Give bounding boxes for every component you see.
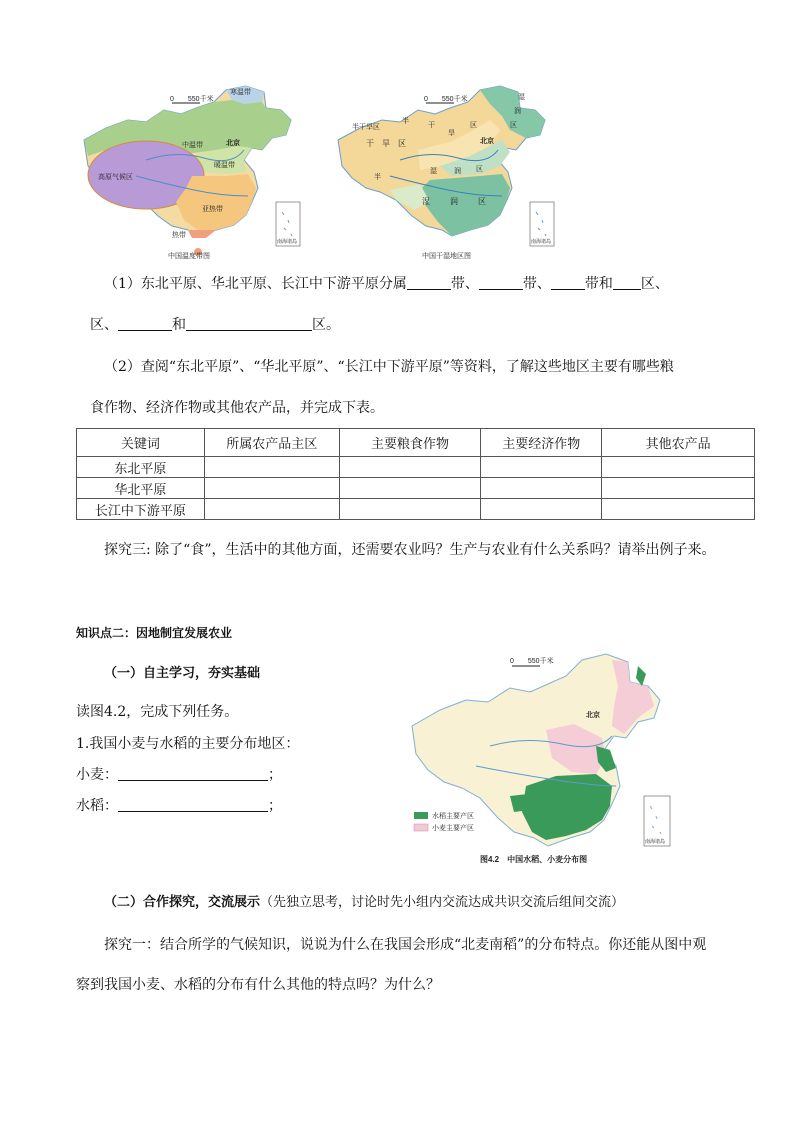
subsection-1-title: （一）自主学习，夯实基础 — [104, 666, 261, 681]
table-cell[interactable] — [481, 457, 602, 478]
inset-label: 南海诸岛 — [531, 239, 552, 245]
map-label: 旱 — [448, 130, 455, 137]
map-label: 北京 — [586, 712, 600, 719]
table-row — [77, 457, 755, 478]
table-cell[interactable] — [339, 499, 481, 520]
map-label: 热带 — [172, 232, 186, 239]
task-1: 1.我国小麦与水稻的主要分布地区： — [76, 736, 300, 752]
section-2-title: 知识点二：因地制宜发展农业 — [76, 626, 233, 640]
table-cell[interactable] — [204, 478, 339, 499]
row-keyword: 长江中下游平原 — [77, 499, 205, 520]
map-label: 干 — [428, 122, 435, 129]
blank[interactable] — [551, 275, 585, 290]
map-label: 半 — [402, 118, 409, 125]
inset-label: 南海诸岛 — [645, 839, 666, 845]
map-label: 润 — [454, 168, 461, 175]
question-2-line-1: （2）查阅“东北平原”、“华北平原”、“长江中下游平原”等资料，了解这些地区主要有哪些粮 — [104, 359, 674, 375]
table-cell[interactable] — [339, 457, 481, 478]
table-cell[interactable] — [204, 499, 339, 520]
map-caption: 图4.2 中国水稻、小麦分布图 — [480, 855, 588, 864]
subsection-2-title: （二）合作探究，交流展示（先独立思考，讨论时先小组内交流达成共识交流后组间交流） — [104, 895, 625, 910]
wheat-blank[interactable] — [118, 766, 268, 781]
column-header: 其他农产品 — [602, 429, 755, 457]
map-label: 润 — [514, 108, 521, 115]
blank[interactable] — [407, 275, 451, 290]
map-label: 湿 — [518, 94, 525, 101]
explore-1-line-1: 探究一：结合所学的气候知识，说说为什么在我国会形成“北麦南稻”的分布特点。你还能从图中观 — [104, 937, 707, 953]
legend-label-wheat: 小麦主要产区 — [432, 825, 474, 832]
map-caption: 中国干湿地区图 — [422, 253, 471, 260]
map-label: 区 — [476, 166, 483, 173]
column-header: 主要经济作物 — [481, 429, 602, 457]
map-scale: 0 550千米 — [424, 96, 468, 103]
map-scale: 0 550千米 — [510, 658, 554, 665]
table-cell[interactable] — [204, 457, 339, 478]
table-cell[interactable] — [339, 478, 481, 499]
map-label: 区 — [510, 122, 517, 129]
table-row — [77, 478, 755, 499]
inset-label: 南海诸岛 — [277, 239, 298, 245]
rice-wheat-distribution-map — [406, 646, 674, 868]
map-label: 半 — [374, 174, 381, 181]
column-header: 关键词 — [77, 429, 205, 457]
table-row — [77, 499, 755, 520]
wheat-answer-line: 小麦： ； — [76, 767, 282, 783]
blank[interactable] — [118, 316, 172, 331]
map-label: 干 旱 区 — [366, 139, 406, 148]
read-instruction: 读图4.2，完成下列任务。 — [76, 704, 239, 720]
table-cell[interactable] — [602, 499, 755, 520]
column-header: 主要粮食作物 — [339, 429, 481, 457]
table-cell[interactable] — [602, 478, 755, 499]
blank[interactable] — [186, 316, 312, 331]
rice-blank[interactable] — [118, 797, 268, 812]
blank[interactable] — [613, 275, 641, 290]
table-header-row — [77, 429, 755, 457]
legend-swatch-wheat — [414, 824, 428, 831]
column-header: 所属农产品主区 — [204, 429, 339, 457]
dry-wet-zone-map — [330, 80, 560, 262]
rice-answer-line: 水稻： ； — [76, 798, 282, 814]
legend-label-rice: 水稻主要产区 — [432, 813, 474, 820]
map-label: 高原气候区 — [98, 174, 133, 181]
map-label: 北京 — [480, 138, 494, 145]
explore-3: 探究三: 除了“食”，生活中的其他方面，还需要农业吗？生产与农业有什么关系吗？请举出例子来。 — [104, 542, 716, 558]
map-label: 亚热带 — [202, 206, 223, 213]
map-scale: 0 550千米 — [170, 96, 214, 103]
temperature-zone-map — [76, 80, 306, 262]
explore-1-line-2: 察到我国小麦、水稻的分布有什么其他的特点吗？为什么？ — [76, 977, 440, 993]
map-label: 润 — [450, 197, 458, 206]
map-label: 湿 — [430, 168, 437, 175]
question-1-line-1: （1）东北平原、华北平原、长江中下游平原分属 带、 带、 带和 区、 — [104, 276, 669, 292]
blank[interactable] — [479, 275, 523, 290]
map-label: 区 — [470, 122, 477, 129]
map-label: 寒温带 — [230, 89, 251, 96]
table-cell[interactable] — [602, 457, 755, 478]
question-1-line-2: 区、 和 区。 — [90, 317, 340, 333]
map-label: 区 — [478, 197, 486, 206]
map-label: 半干旱区 — [352, 124, 380, 131]
map-label: 暖温带 — [214, 162, 235, 169]
map-caption: 中国温度带图 — [168, 253, 210, 260]
map-label: 中温带 — [182, 142, 203, 149]
map-label: 北京 — [226, 140, 240, 147]
row-keyword: 华北平原 — [77, 478, 205, 499]
agri-products-table — [76, 428, 755, 520]
map-label: 湿 — [422, 197, 430, 206]
row-keyword: 东北平原 — [77, 457, 205, 478]
table-cell[interactable] — [481, 499, 602, 520]
question-2-line-2: 食作物、经济作物或其他农产品，并完成下表。 — [90, 400, 384, 416]
legend-swatch-rice — [414, 812, 428, 819]
table-cell[interactable] — [481, 478, 602, 499]
